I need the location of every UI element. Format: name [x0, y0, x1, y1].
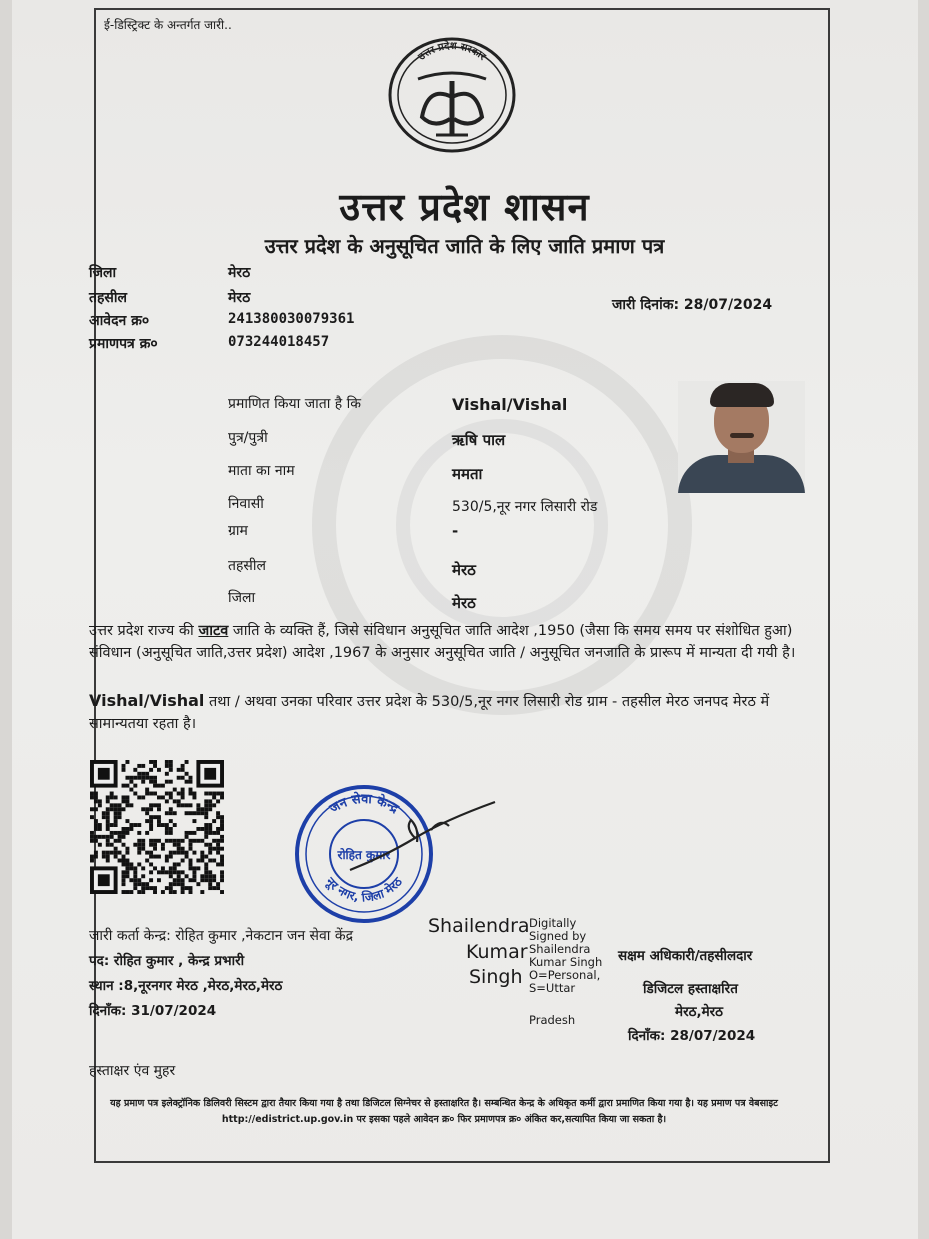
digital-signature-line: Pradesh — [529, 1013, 576, 1027]
village-label: ग्राम — [228, 523, 248, 539]
digital-signature-line: Kumar Singh — [529, 955, 603, 969]
issuer-place: स्थान :8,नूरनगर मेरठ ,मेरठ,मेरठ,मेरठ — [89, 978, 283, 994]
district-label: जिला — [89, 265, 117, 281]
certified-label: प्रमाणित किया जाता है कि — [228, 396, 362, 412]
caste-declaration-paragraph: उत्तर प्रदेश राज्य की जाटव जाति के व्यक्ति हैं, जिसे संविधान अनुसूचित जाति आदेश ,1950 (जैसा कि समय समय पर संशोधित हुआ) संविधान (अनुसूचित जाति,उत्तर प्रदेश) आदेश ,1967 के अनुसार अनुसूचित जाति / अनुसूचित जनजाति के प्रारूप में मान्यता दी गयी है। — [89, 623, 796, 661]
authority-digital: डिजिटल हस्ताक्षरित — [643, 981, 738, 997]
mother-name: ममता — [452, 465, 483, 483]
father-name: ऋषि पाल — [452, 431, 506, 449]
application-number: 241380030079361 — [228, 311, 355, 327]
authority-title: सक्षम अधिकारी/तहसीलदार — [618, 948, 753, 964]
header-note: ई-डिस्ट्रिक्ट के अन्तर्गत जारी.. — [104, 18, 232, 32]
holder-photo — [678, 381, 805, 493]
certificate-number: 073244018457 — [228, 334, 330, 350]
digital-signature-line: Shailendra — [529, 942, 591, 956]
qr-code — [89, 760, 225, 894]
digital-signature-line: S=Uttar — [529, 981, 576, 995]
mother-label: माता का नाम — [228, 463, 295, 479]
detail-district-label: जिला — [228, 590, 256, 606]
state-emblem-logo — [388, 37, 516, 153]
sign-and-seal-label: हस्ताक्षर एंव मुहर — [89, 1063, 176, 1079]
certificate-subtitle: उत्तर प्रदेश के अनुसूचित जाति के लिए जाति प्रमाण पत्र — [264, 234, 665, 258]
tehsil-value: मेरठ — [228, 290, 251, 306]
detail-tehsil-value: मेरठ — [452, 561, 476, 579]
application-label: आवेदन क्र० — [89, 313, 150, 329]
district-value: मेरठ — [228, 265, 251, 281]
digital-signer-name-line1: Shailendra — [428, 915, 530, 937]
issue-date: जारी दिनांक: 28/07/2024 — [612, 297, 773, 313]
residence-paragraph: Vishal/Vishal तथा / अथवा उनका परिवार उत्तर प्रदेश के 530/5,नूर नगर लिसारी रोड ग्राम - तहसील मेरठ जनपद मेरठ में सामान्यतया रहता है। — [89, 691, 770, 732]
digital-signature-line: O=Personal, — [529, 968, 601, 982]
digital-signature-line: Signed by — [529, 929, 587, 943]
holder-name-inline: Vishal/Vishal — [89, 691, 205, 710]
digital-signer-name-line3: Singh — [469, 966, 523, 988]
issuer-date: दिनाँक: 31/07/2024 — [89, 1003, 217, 1019]
digital-signature-line: Digitally — [529, 916, 577, 930]
resident-label: निवासी — [228, 496, 264, 512]
digital-signer-name-line2: Kumar — [466, 941, 528, 963]
svg-text:जन सेवा केन्द्र: जन सेवा केन्द्र — [327, 791, 402, 817]
authority-date: दिनाँक: 28/07/2024 — [628, 1028, 756, 1044]
svg-text:नूर नगर, जिला मेरठ: नूर नगर, जिला मेरठ — [323, 874, 405, 905]
issuer-center: जारी कर्ता केन्द्र: रोहित कुमार ,नेकटान जन सेवा केंद्र — [89, 928, 354, 944]
svg-text:रोहित कुमार: रोहित कुमार — [337, 848, 391, 862]
authority-place: मेरठ,मेरठ — [675, 1004, 724, 1020]
tehsil-label: तहसील — [89, 290, 127, 306]
detail-district-value: मेरठ — [452, 594, 476, 612]
son-daughter-label: पुत्र/पुत्री — [228, 430, 268, 446]
footer-disclaimer: यह प्रमाण पत्र इलेक्ट्रॉनिक डिलिवरी सिस्टम द्वारा तैयार किया गया है तथा डिजिटल सिग्नेचर से हस्ताक्षरित है। सम्बन्धित केन्द्र के अधिकृत कर्मी द्वारा प्रमाणित किया गया है। यह प्रमाण पत्र वेबसाइट http://edistrict.up.gov.in पर इसका पहले आवेदन क्र० फिर प्रमाणपत्र क्र० अंकित कर,सत्यापित किया जा सकता है। — [110, 1098, 778, 1125]
detail-tehsil-label: तहसील — [228, 558, 266, 574]
page-title: उत्तर प्रदेश शासन — [339, 185, 590, 229]
caste-name: जाटव — [198, 623, 229, 639]
certificate-label: प्रमाणपत्र क्र० — [89, 336, 158, 352]
holder-name: Vishal/Vishal — [452, 395, 568, 414]
resident-address: 530/5,नूर नगर लिसारी रोड — [452, 499, 598, 515]
village-value: - — [452, 522, 459, 540]
handwritten-signature — [345, 798, 505, 878]
issuer-post: पद: रोहित कुमार , केन्द्र प्रभारी — [89, 953, 245, 969]
svg-text:उत्तर प्रदेश सरकार: उत्तर प्रदेश सरकार — [416, 40, 488, 63]
